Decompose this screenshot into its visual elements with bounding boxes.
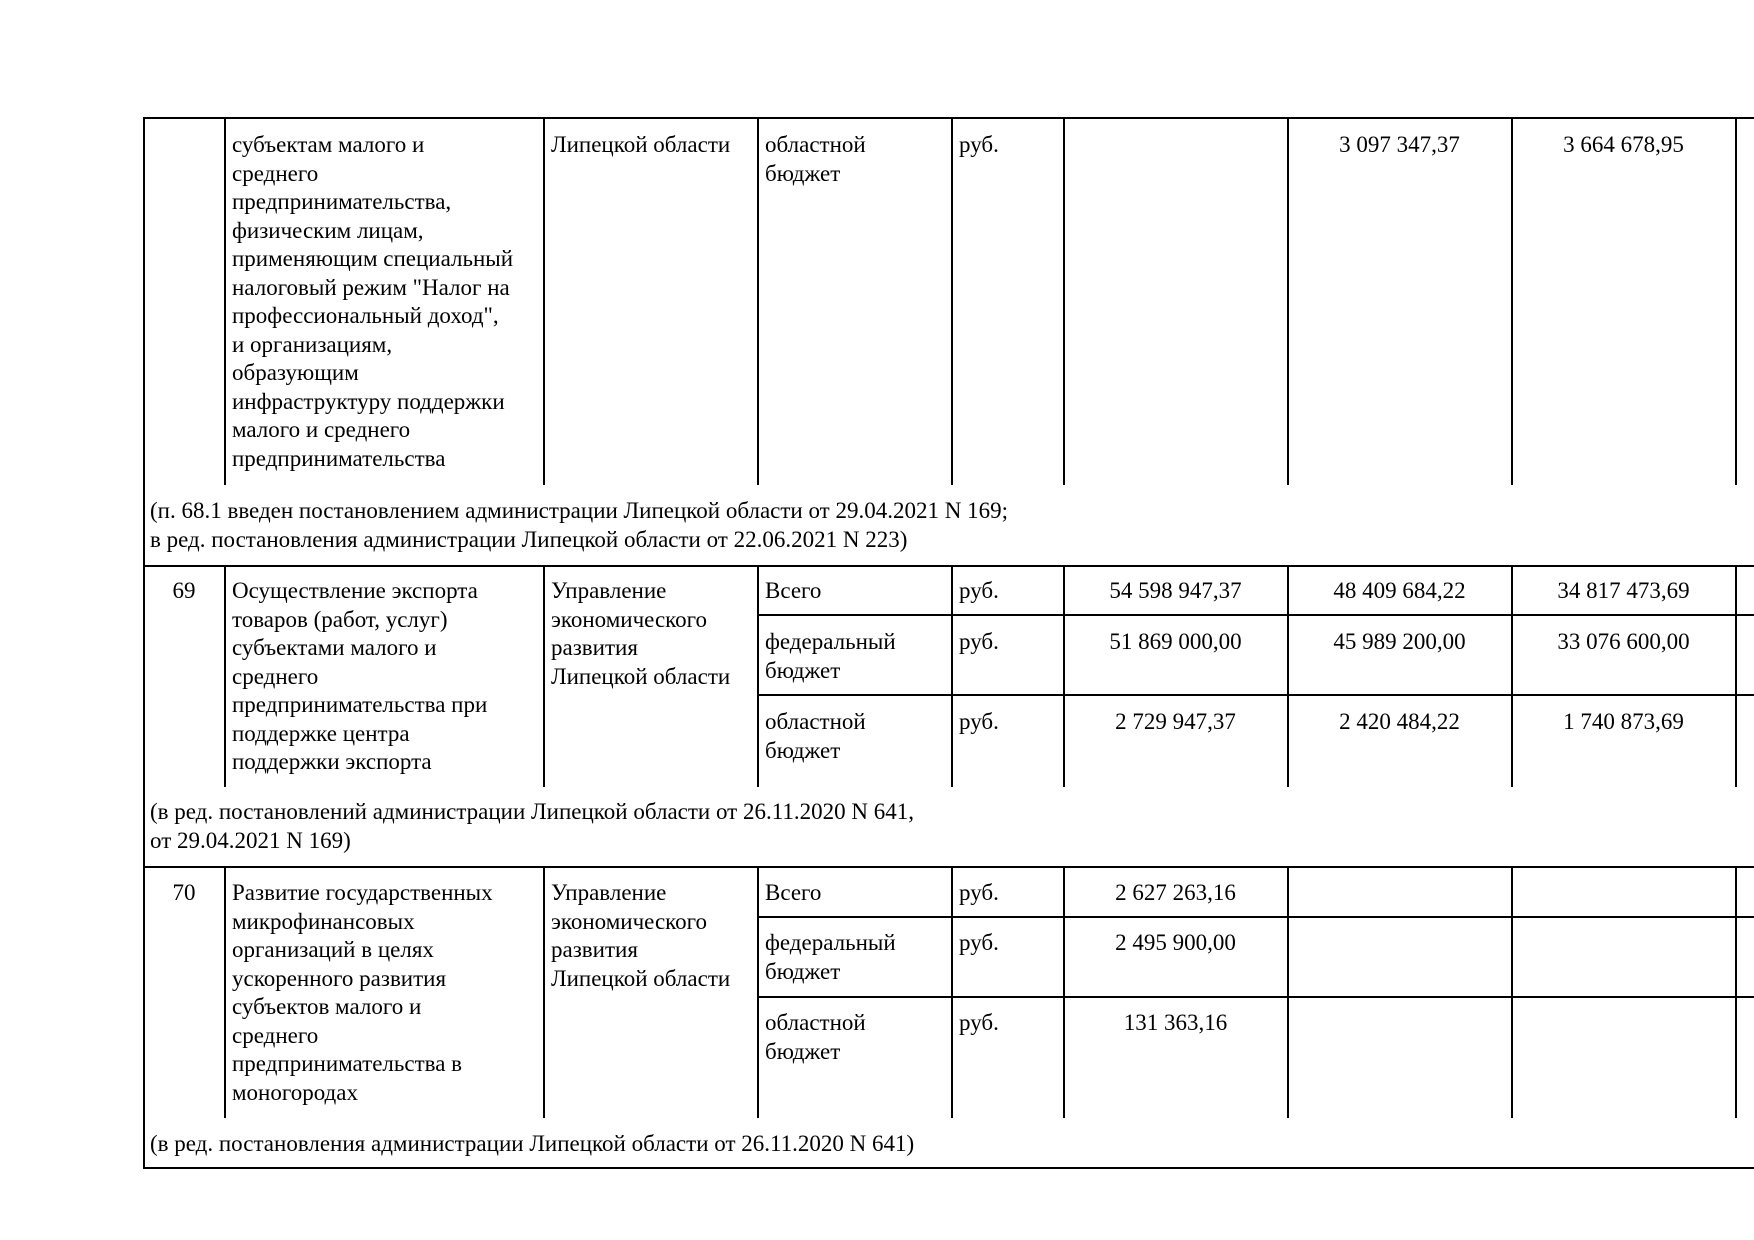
row-70-number: 70: [172, 880, 196, 905]
col-line: [1287, 866, 1289, 1118]
row-70-source-regional: областной бюджет: [765, 1010, 866, 1064]
col-line: [757, 565, 759, 787]
row-68-1-executor: Липецкой области: [551, 132, 731, 157]
row-69-number: 69: [172, 578, 196, 603]
row-70-executor: Управление экономического развития Липецкой области: [551, 880, 731, 991]
table-left-border: [143, 117, 145, 1168]
col-line: [757, 866, 759, 1118]
row-68-1-value-2: 3 097 347,37: [1339, 132, 1460, 157]
row-70-federal-value-1: 2 495 900,00: [1115, 930, 1236, 955]
row-70-total-value-1: 2 627 263,16: [1115, 880, 1236, 905]
col-line: [1511, 117, 1513, 485]
row-70-divider-2: [757, 996, 1754, 998]
col-line: [1735, 565, 1737, 787]
row-69-source-total: Всего: [765, 578, 822, 603]
col-line: [224, 565, 226, 787]
row-70-unit-regional: руб.: [959, 1010, 999, 1035]
row-68-1-amendment-note: (п. 68.1 введен постановлением администрации Липецкой области от 29.04.2021 N 169; в ред. постановления администрации Липецкой области от 22.06.2021 N 223): [150, 498, 1008, 552]
col-line: [543, 866, 545, 1118]
row-69-regional-value-3: 1 740 873,69: [1563, 709, 1684, 734]
col-line: [1735, 866, 1737, 1118]
row-69-source-regional: областной бюджет: [765, 709, 866, 763]
row-70-source-total: Всего: [765, 880, 822, 905]
row-69-name: Осуществление экспорта товаров (работ, услуг) субъектами малого и среднего предпринимательства при поддержке центра поддержки экспорта: [232, 578, 488, 774]
row-68-1-source: областной бюджет: [765, 132, 866, 186]
row-69-total-value-2: 48 409 684,22: [1333, 578, 1466, 603]
row-70-regional-value-1: 131 363,16: [1123, 1010, 1228, 1035]
row-69-regional-value-1: 2 729 947,37: [1115, 709, 1236, 734]
row-70-source-federal: федеральный бюджет: [765, 930, 896, 984]
row-69-divider-1: [757, 614, 1754, 616]
row-68-1-unit: руб.: [959, 132, 999, 157]
col-line: [951, 565, 953, 787]
row-70-unit-federal: руб.: [959, 930, 999, 955]
row-69-source-federal: федеральный бюджет: [765, 629, 896, 683]
row-70-name: Развитие государственных микрофинансовых организаций в целях ускоренного развития субъектов малого и среднего предпринимательства в моногородах: [232, 880, 493, 1105]
row-70-unit-total: руб.: [959, 880, 999, 905]
row-69-unit-total: руб.: [959, 578, 999, 603]
row-70-divider-1: [757, 916, 1754, 918]
row-69-federal-value-3: 33 076 600,00: [1557, 629, 1690, 654]
row-69-federal-value-1: 51 869 000,00: [1109, 629, 1242, 654]
col-line: [757, 117, 759, 485]
row-69-divider-2: [757, 694, 1754, 696]
col-line: [543, 565, 545, 787]
row-69-total-value-1: 54 598 947,37: [1109, 578, 1242, 603]
row-69-unit-regional: руб.: [959, 709, 999, 734]
col-line: [1287, 117, 1289, 485]
col-line: [224, 117, 226, 485]
row-70-amendment-note: (в ред. постановления администрации Липецкой области от 26.11.2020 N 641): [150, 1131, 915, 1156]
col-line: [1511, 866, 1513, 1118]
table-bottom-border: [143, 1167, 1754, 1169]
row-69-executor: Управление экономического развития Липецкой области: [551, 578, 731, 689]
row-69-total-value-3: 34 817 473,69: [1557, 578, 1690, 603]
col-line: [543, 117, 545, 485]
row-68-1-value-3: 3 664 678,95: [1563, 132, 1684, 157]
col-line: [1063, 117, 1065, 485]
row-69-amendment-note: (в ред. постановлений администрации Липецкой области от 26.11.2020 N 641, от 29.04.2021 N 169): [150, 799, 914, 853]
col-line: [224, 866, 226, 1118]
row-68-1-name: субъектам малого и среднего предпринимательства, физическим лицам, применяющим специальный налоговый режим "Налог на профессиональный доход", и организациям, образующим инфраструктуру поддержки малого и среднего предпринимательства: [232, 132, 514, 471]
col-line: [951, 866, 953, 1118]
row-69-regional-value-2: 2 420 484,22: [1339, 709, 1460, 734]
row-69-unit-federal: руб.: [959, 629, 999, 654]
row-69-federal-value-2: 45 989 200,00: [1333, 629, 1466, 654]
col-line: [951, 117, 953, 485]
col-line: [1735, 117, 1737, 485]
